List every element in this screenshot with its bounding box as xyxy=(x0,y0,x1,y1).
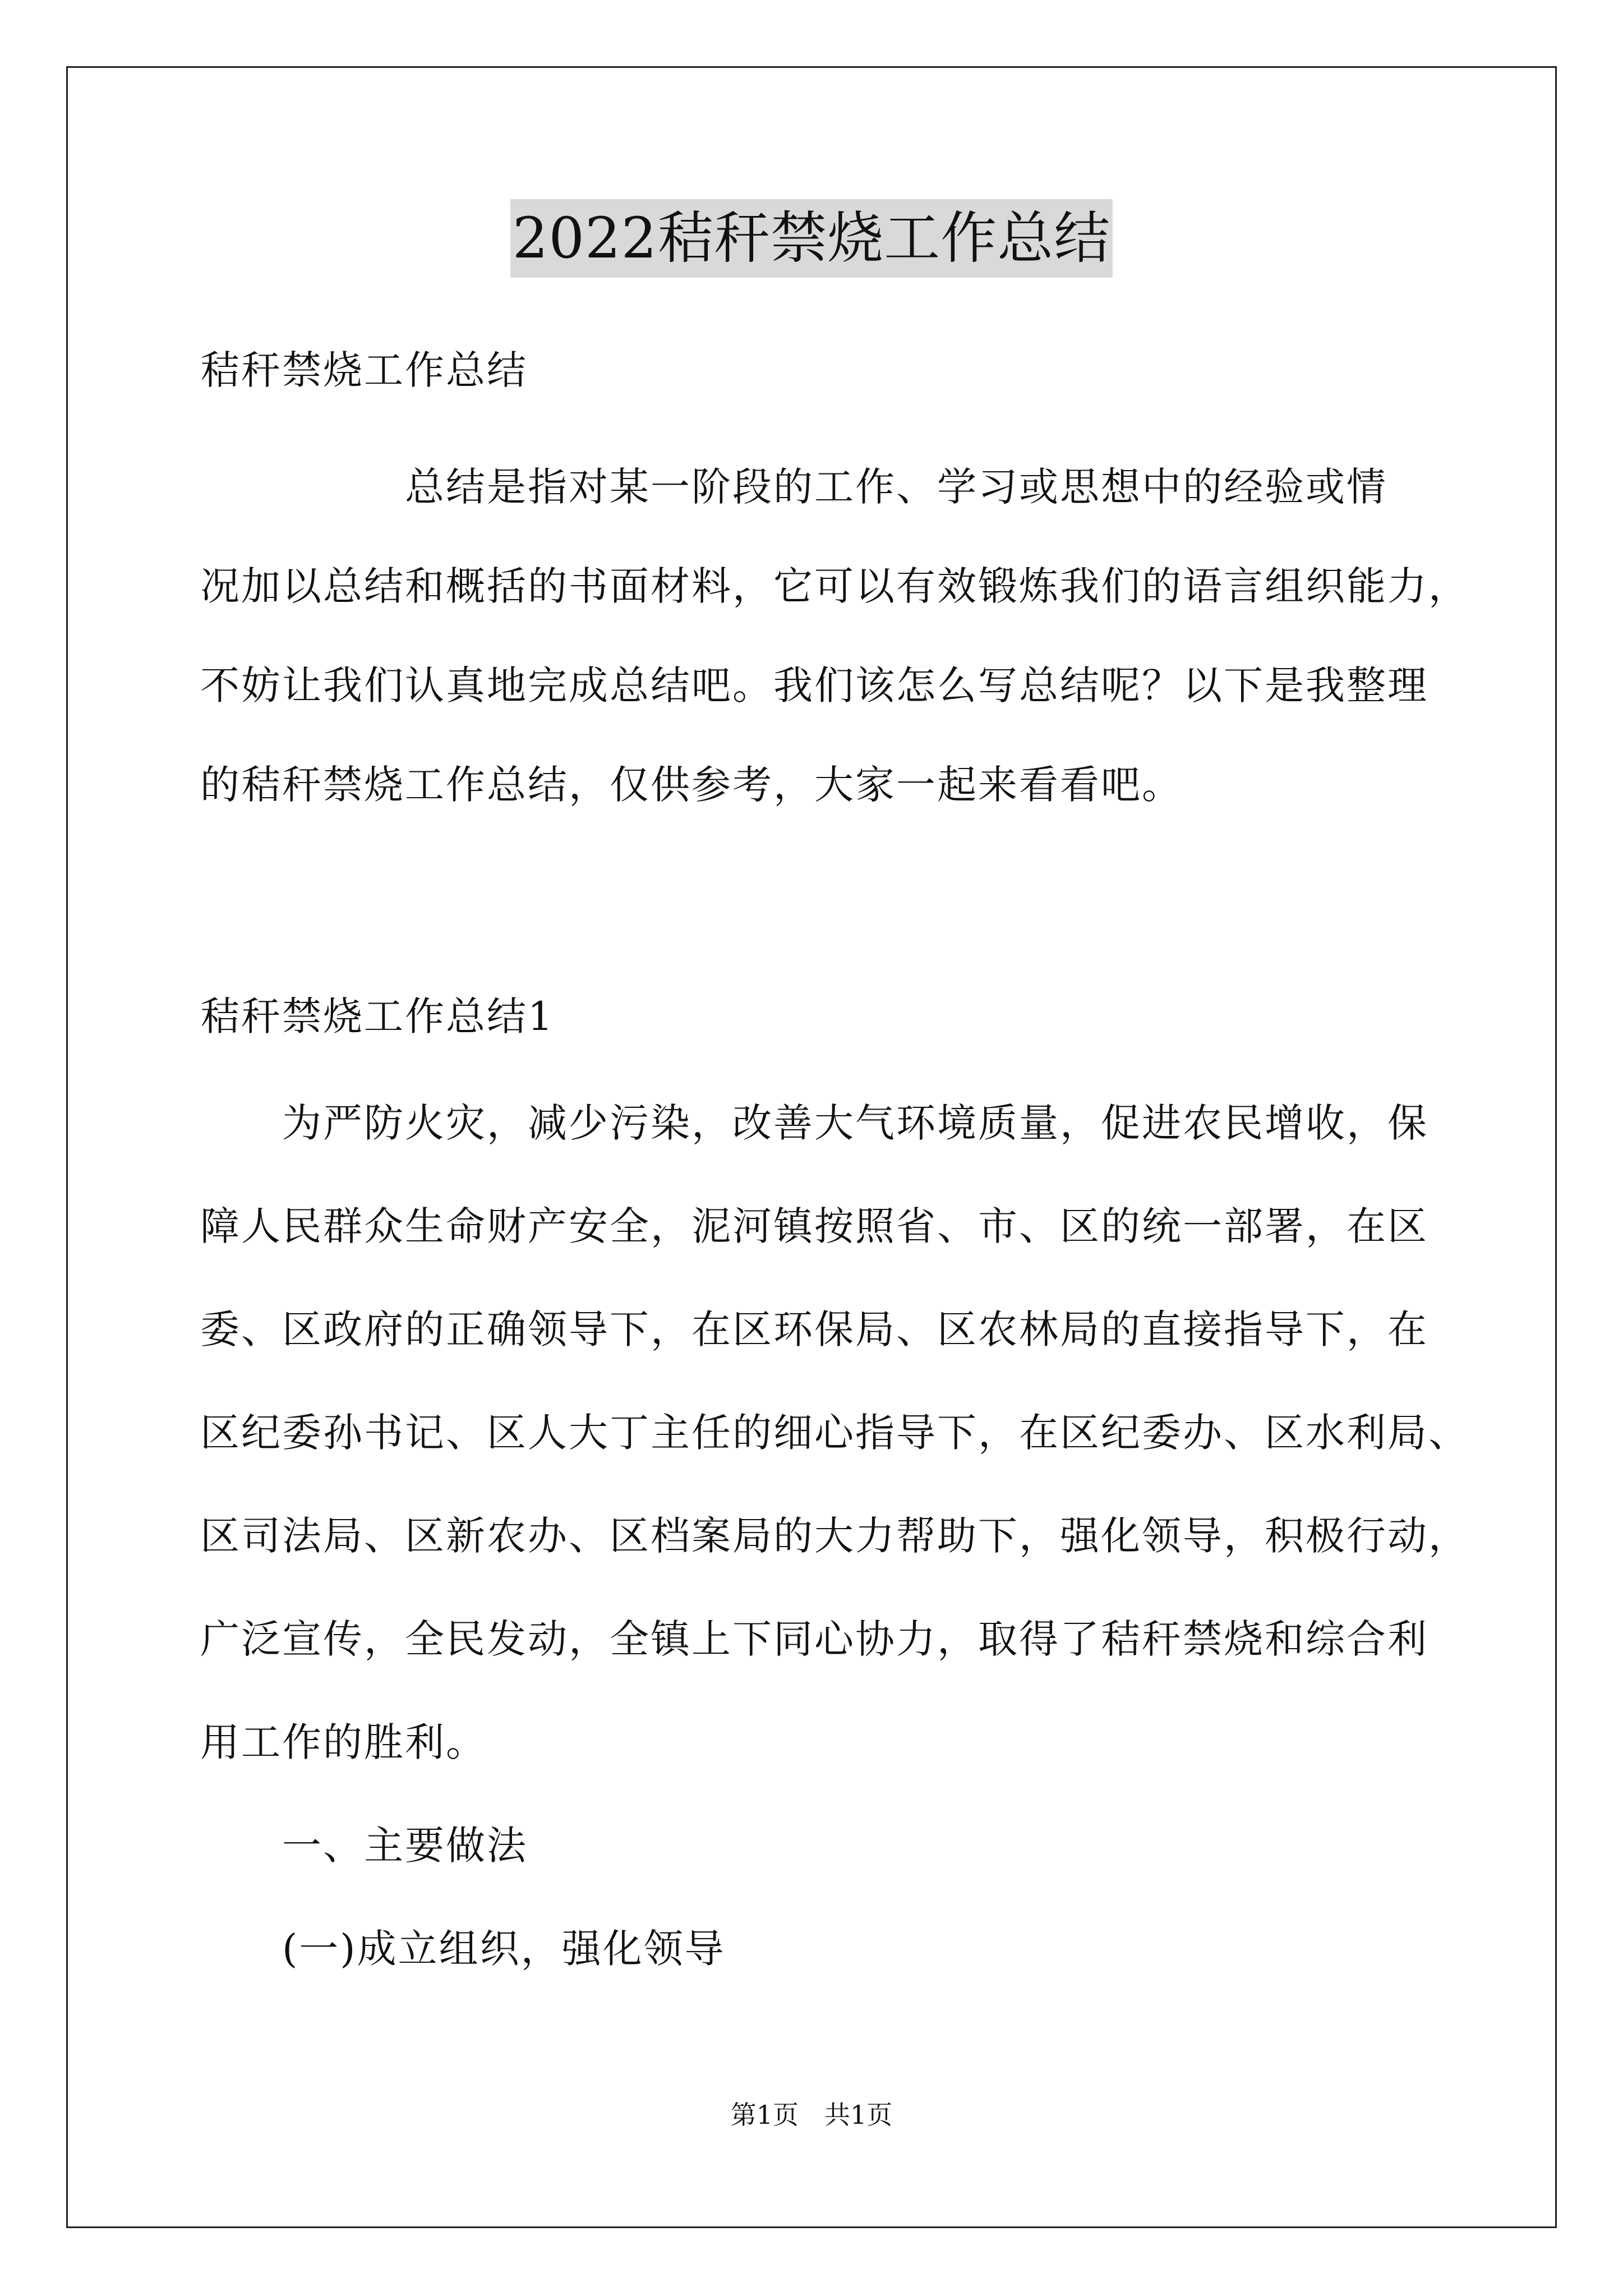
paragraph-line: 况加以总结和概括的书面材料，它可以有效锻炼我们的语言组织能力， xyxy=(200,563,1469,609)
title-container xyxy=(0,199,1623,278)
paragraph-line: 委、区政府的正确领导下，在区环保局、区农林局的直接指导下，在 xyxy=(200,1306,1428,1352)
paragraph-line: 为严防火灾，减少污染，改善大气环境质量，促进农民增收，保 xyxy=(200,1100,1428,1146)
paragraph-line: 区纪委孙书记、区人大丁主任的细心指导下，在区纪委办、区水利局、 xyxy=(200,1410,1469,1456)
subtitle-line: 秸秆禁烧工作总结 xyxy=(200,347,528,393)
subsection-heading: (一)成立组织，强化领导 xyxy=(200,1926,726,1972)
subsection-heading: 一、主要做法 xyxy=(200,1823,528,1869)
paragraph-line: 障人民群众生命财产安全，泥河镇按照省、市、区的统一部署，在区 xyxy=(200,1203,1428,1249)
paragraph-line: 的秸秆禁烧工作总结，仅供参考，大家一起来看看吧。 xyxy=(200,762,1183,808)
page-footer: 第1页 共1页 xyxy=(730,2100,893,2130)
paragraph-line: 区司法局、区新农办、区档案局的大力帮助下，强化领导，积极行动， xyxy=(200,1513,1469,1559)
paragraph-line: 不妨让我们认真地完成总结吧。我们该怎么写总结呢？以下是我整理 xyxy=(200,662,1428,708)
paragraph-line: 总结是指对某一阶段的工作、学习或思想中的经验或情 xyxy=(200,464,1387,510)
document-title: 2022秸秆禁烧工作总结 xyxy=(510,199,1113,278)
section-heading: 秸秆禁烧工作总结1 xyxy=(200,993,555,1039)
paragraph-line: 广泛宣传，全民发动，全镇上下同心协力，取得了秸秆禁烧和综合利 xyxy=(200,1616,1428,1662)
paragraph-line: 用工作的胜利。 xyxy=(200,1719,487,1765)
